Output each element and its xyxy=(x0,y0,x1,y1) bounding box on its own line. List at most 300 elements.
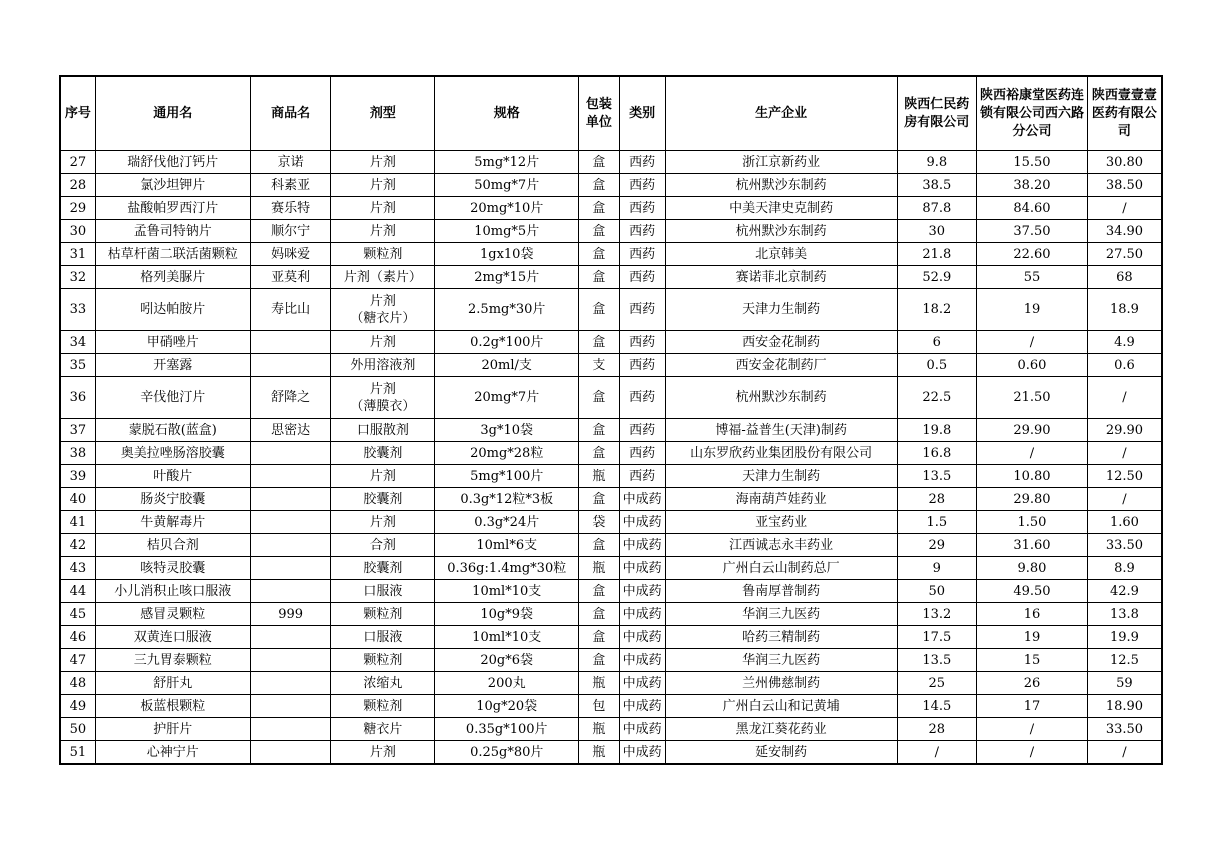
cell-specification: 2mg*15片 xyxy=(435,266,579,289)
table-row xyxy=(60,243,1162,266)
cell-index: 38 xyxy=(60,442,95,465)
cell-price-renmin: 28 xyxy=(897,718,977,741)
cell-manufacturer: 华润三九医药 xyxy=(665,603,897,626)
cell-generic-name: 孟鲁司特钠片 xyxy=(95,220,250,243)
table-row xyxy=(60,741,1162,765)
cell-generic-name: 吲达帕胺片 xyxy=(95,289,250,331)
cell-price-yiyi: 68 xyxy=(1087,266,1162,289)
header-brand-name: 商品名 xyxy=(250,76,331,151)
cell-package-unit: 瓶 xyxy=(579,718,619,741)
cell-generic-name: 牛黄解毒片 xyxy=(95,511,250,534)
cell-price-yukangtang: 10.80 xyxy=(977,465,1088,488)
cell-generic-name: 枯草杆菌二联活菌颗粒 xyxy=(95,243,250,266)
cell-index: 34 xyxy=(60,331,95,354)
cell-manufacturer: 杭州默沙东制药 xyxy=(665,174,897,197)
cell-brand-name: 顺尔宁 xyxy=(250,220,331,243)
cell-category: 中成药 xyxy=(619,695,665,718)
cell-package-unit: 瓶 xyxy=(579,557,619,580)
table-row xyxy=(60,220,1162,243)
cell-price-yukangtang: 0.60 xyxy=(977,354,1088,377)
cell-price-yiyi: 27.50 xyxy=(1087,243,1162,266)
cell-price-renmin: 13.2 xyxy=(897,603,977,626)
cell-package-unit: 盒 xyxy=(579,331,619,354)
cell-brand-name xyxy=(250,580,331,603)
cell-price-yukangtang: 17 xyxy=(977,695,1088,718)
cell-dosage-form: 胶囊剂 xyxy=(331,557,435,580)
cell-price-yukangtang: / xyxy=(977,718,1088,741)
cell-price-renmin: 50 xyxy=(897,580,977,603)
cell-index: 40 xyxy=(60,488,95,511)
cell-category: 西药 xyxy=(619,419,665,442)
header-package-unit: 包装单位 xyxy=(579,76,619,151)
table-row xyxy=(60,626,1162,649)
cell-package-unit: 盒 xyxy=(579,649,619,672)
cell-category: 中成药 xyxy=(619,741,665,765)
table-row xyxy=(60,419,1162,442)
header-pharmacy-yukangtang: 陕西裕康堂医药连锁有限公司西六路分公司 xyxy=(977,76,1088,151)
header-dosage-form: 剂型 xyxy=(331,76,435,151)
cell-package-unit: 包 xyxy=(579,695,619,718)
cell-index: 33 xyxy=(60,289,95,331)
table-row xyxy=(60,289,1162,331)
table-row xyxy=(60,718,1162,741)
cell-category: 西药 xyxy=(619,174,665,197)
cell-price-yukangtang: 49.50 xyxy=(977,580,1088,603)
table-row xyxy=(60,331,1162,354)
cell-manufacturer: 江西诚志永丰药业 xyxy=(665,534,897,557)
cell-price-yiyi: 8.9 xyxy=(1087,557,1162,580)
cell-category: 西药 xyxy=(619,197,665,220)
cell-category: 西药 xyxy=(619,220,665,243)
cell-price-renmin: 19.8 xyxy=(897,419,977,442)
header-generic-name: 通用名 xyxy=(95,76,250,151)
cell-dosage-form: 颗粒剂 xyxy=(331,603,435,626)
cell-generic-name: 心神宁片 xyxy=(95,741,250,765)
cell-index: 45 xyxy=(60,603,95,626)
cell-price-yukangtang: 9.80 xyxy=(977,557,1088,580)
cell-price-yukangtang: 84.60 xyxy=(977,197,1088,220)
cell-price-yiyi: 38.50 xyxy=(1087,174,1162,197)
cell-brand-name xyxy=(250,626,331,649)
cell-price-yukangtang: 1.50 xyxy=(977,511,1088,534)
cell-dosage-form: 口服散剂 xyxy=(331,419,435,442)
cell-index: 43 xyxy=(60,557,95,580)
cell-generic-name: 开塞露 xyxy=(95,354,250,377)
header-row xyxy=(60,76,1162,151)
cell-price-yukangtang: / xyxy=(977,741,1088,765)
cell-index: 46 xyxy=(60,626,95,649)
cell-price-yukangtang: 19 xyxy=(977,626,1088,649)
cell-dosage-form: 口服液 xyxy=(331,626,435,649)
cell-dosage-form: 外用溶液剂 xyxy=(331,354,435,377)
cell-specification: 50mg*7片 xyxy=(435,174,579,197)
cell-price-yiyi: 30.80 xyxy=(1087,151,1162,174)
table-row xyxy=(60,354,1162,377)
cell-manufacturer: 亚宝药业 xyxy=(665,511,897,534)
cell-dosage-form: 胶囊剂 xyxy=(331,488,435,511)
cell-price-yukangtang: 16 xyxy=(977,603,1088,626)
cell-generic-name: 舒肝丸 xyxy=(95,672,250,695)
table-row xyxy=(60,649,1162,672)
cell-specification: 0.2g*100片 xyxy=(435,331,579,354)
cell-category: 西药 xyxy=(619,289,665,331)
cell-brand-name xyxy=(250,465,331,488)
cell-price-yiyi: 0.6 xyxy=(1087,354,1162,377)
cell-brand-name xyxy=(250,718,331,741)
cell-index: 29 xyxy=(60,197,95,220)
cell-specification: 200丸 xyxy=(435,672,579,695)
cell-package-unit: 盒 xyxy=(579,626,619,649)
cell-category: 中成药 xyxy=(619,672,665,695)
cell-dosage-form: 糖衣片 xyxy=(331,718,435,741)
cell-specification: 0.3g*24片 xyxy=(435,511,579,534)
cell-package-unit: 盒 xyxy=(579,220,619,243)
cell-price-yiyi: 12.5 xyxy=(1087,649,1162,672)
cell-price-yiyi: / xyxy=(1087,488,1162,511)
cell-index: 30 xyxy=(60,220,95,243)
cell-brand-name: 妈咪爱 xyxy=(250,243,331,266)
cell-manufacturer: 赛诺菲北京制药 xyxy=(665,266,897,289)
cell-price-renmin: 87.8 xyxy=(897,197,977,220)
header-index: 序号 xyxy=(60,76,95,151)
cell-price-yiyi: 33.50 xyxy=(1087,718,1162,741)
cell-specification: 3g*10袋 xyxy=(435,419,579,442)
cell-manufacturer: 哈药三精制药 xyxy=(665,626,897,649)
cell-specification: 2.5mg*30片 xyxy=(435,289,579,331)
cell-category: 中成药 xyxy=(619,626,665,649)
cell-price-renmin: 17.5 xyxy=(897,626,977,649)
cell-dosage-form: 片剂 xyxy=(331,220,435,243)
cell-dosage-form: 片剂 xyxy=(331,511,435,534)
cell-price-renmin: 0.5 xyxy=(897,354,977,377)
cell-price-renmin: 28 xyxy=(897,488,977,511)
cell-generic-name: 双黄连口服液 xyxy=(95,626,250,649)
cell-dosage-form: 片剂 xyxy=(331,741,435,765)
cell-manufacturer: 黑龙江葵花药业 xyxy=(665,718,897,741)
cell-index: 50 xyxy=(60,718,95,741)
cell-manufacturer: 博福-益普生(天津)制药 xyxy=(665,419,897,442)
cell-price-yiyi: 59 xyxy=(1087,672,1162,695)
cell-specification: 10g*20袋 xyxy=(435,695,579,718)
cell-package-unit: 支 xyxy=(579,354,619,377)
header-manufacturer: 生产企业 xyxy=(665,76,897,151)
cell-price-renmin: 25 xyxy=(897,672,977,695)
cell-brand-name xyxy=(250,695,331,718)
cell-package-unit: 瓶 xyxy=(579,672,619,695)
cell-price-yiyi: 18.90 xyxy=(1087,695,1162,718)
table-row xyxy=(60,488,1162,511)
table-row xyxy=(60,465,1162,488)
cell-manufacturer: 天津力生制药 xyxy=(665,465,897,488)
cell-category: 中成药 xyxy=(619,649,665,672)
cell-package-unit: 盒 xyxy=(579,289,619,331)
cell-price-yukangtang: 26 xyxy=(977,672,1088,695)
cell-manufacturer: 天津力生制药 xyxy=(665,289,897,331)
cell-index: 47 xyxy=(60,649,95,672)
cell-brand-name: 赛乐特 xyxy=(250,197,331,220)
cell-price-renmin: 22.5 xyxy=(897,377,977,419)
cell-package-unit: 瓶 xyxy=(579,465,619,488)
cell-package-unit: 盒 xyxy=(579,151,619,174)
cell-specification: 1gx10袋 xyxy=(435,243,579,266)
table-row xyxy=(60,174,1162,197)
cell-specification: 10ml*10支 xyxy=(435,626,579,649)
cell-index: 48 xyxy=(60,672,95,695)
cell-price-renmin: 38.5 xyxy=(897,174,977,197)
table-row xyxy=(60,672,1162,695)
cell-price-renmin: 16.8 xyxy=(897,442,977,465)
cell-brand-name: 寿比山 xyxy=(250,289,331,331)
cell-price-yukangtang: 19 xyxy=(977,289,1088,331)
cell-index: 41 xyxy=(60,511,95,534)
cell-package-unit: 袋 xyxy=(579,511,619,534)
header-pharmacy-yiyi: 陕西壹壹壹医药有限公司 xyxy=(1087,76,1162,151)
cell-package-unit: 盒 xyxy=(579,419,619,442)
cell-dosage-form: 胶囊剂 xyxy=(331,442,435,465)
cell-manufacturer: 浙江京新药业 xyxy=(665,151,897,174)
cell-category: 西药 xyxy=(619,243,665,266)
cell-manufacturer: 兰州佛慈制药 xyxy=(665,672,897,695)
cell-price-yiyi: 12.50 xyxy=(1087,465,1162,488)
cell-specification: 5mg*12片 xyxy=(435,151,579,174)
cell-price-renmin: 13.5 xyxy=(897,649,977,672)
cell-specification: 10g*9袋 xyxy=(435,603,579,626)
cell-package-unit: 盒 xyxy=(579,243,619,266)
cell-specification: 0.3g*12粒*3板 xyxy=(435,488,579,511)
cell-index: 36 xyxy=(60,377,95,419)
cell-price-yiyi: 18.9 xyxy=(1087,289,1162,331)
header-specification: 规格 xyxy=(435,76,579,151)
cell-specification: 20mg*7片 xyxy=(435,377,579,419)
cell-category: 西药 xyxy=(619,465,665,488)
cell-category: 中成药 xyxy=(619,718,665,741)
cell-brand-name: 科素亚 xyxy=(250,174,331,197)
cell-specification: 20mg*28粒 xyxy=(435,442,579,465)
cell-package-unit: 盒 xyxy=(579,174,619,197)
cell-brand-name: 舒降之 xyxy=(250,377,331,419)
cell-price-renmin: / xyxy=(897,741,977,765)
cell-manufacturer: 杭州默沙东制药 xyxy=(665,220,897,243)
cell-generic-name: 板蓝根颗粒 xyxy=(95,695,250,718)
cell-price-yukangtang: 37.50 xyxy=(977,220,1088,243)
table-row xyxy=(60,377,1162,419)
cell-dosage-form: 片剂 xyxy=(331,151,435,174)
cell-price-renmin: 21.8 xyxy=(897,243,977,266)
cell-price-yukangtang: 55 xyxy=(977,266,1088,289)
cell-specification: 10mg*5片 xyxy=(435,220,579,243)
cell-specification: 0.25g*80片 xyxy=(435,741,579,765)
cell-price-yiyi: 29.90 xyxy=(1087,419,1162,442)
cell-index: 27 xyxy=(60,151,95,174)
cell-generic-name: 盐酸帕罗西汀片 xyxy=(95,197,250,220)
table-body xyxy=(60,151,1162,765)
cell-dosage-form: 浓缩丸 xyxy=(331,672,435,695)
cell-index: 28 xyxy=(60,174,95,197)
cell-price-renmin: 18.2 xyxy=(897,289,977,331)
cell-dosage-form: 片剂 xyxy=(331,174,435,197)
cell-package-unit: 盒 xyxy=(579,603,619,626)
cell-dosage-form: 片剂 xyxy=(331,197,435,220)
cell-price-yiyi: 19.9 xyxy=(1087,626,1162,649)
cell-dosage-form: 口服液 xyxy=(331,580,435,603)
cell-price-yiyi: 34.90 xyxy=(1087,220,1162,243)
cell-specification: 20ml/支 xyxy=(435,354,579,377)
cell-price-renmin: 13.5 xyxy=(897,465,977,488)
cell-brand-name xyxy=(250,354,331,377)
cell-brand-name xyxy=(250,741,331,765)
cell-generic-name: 氯沙坦钾片 xyxy=(95,174,250,197)
header-pharmacy-renmin: 陕西仁民药房有限公司 xyxy=(897,76,977,151)
cell-brand-name xyxy=(250,488,331,511)
cell-generic-name: 蒙脱石散(蓝盒) xyxy=(95,419,250,442)
table-row xyxy=(60,197,1162,220)
cell-brand-name xyxy=(250,331,331,354)
cell-dosage-form: 颗粒剂 xyxy=(331,243,435,266)
cell-category: 中成药 xyxy=(619,603,665,626)
table-row xyxy=(60,511,1162,534)
cell-price-yiyi: / xyxy=(1087,442,1162,465)
cell-index: 37 xyxy=(60,419,95,442)
cell-specification: 5mg*100片 xyxy=(435,465,579,488)
cell-price-renmin: 1.5 xyxy=(897,511,977,534)
cell-price-yiyi: / xyxy=(1087,741,1162,765)
cell-price-renmin: 9.8 xyxy=(897,151,977,174)
cell-index: 32 xyxy=(60,266,95,289)
cell-price-yukangtang: 21.50 xyxy=(977,377,1088,419)
cell-specification: 0.36g:1.4mg*30粒 xyxy=(435,557,579,580)
cell-index: 42 xyxy=(60,534,95,557)
cell-index: 44 xyxy=(60,580,95,603)
cell-price-yukangtang: 38.20 xyxy=(977,174,1088,197)
cell-dosage-form: 颗粒剂 xyxy=(331,695,435,718)
cell-index: 49 xyxy=(60,695,95,718)
cell-price-yukangtang: 29.80 xyxy=(977,488,1088,511)
cell-generic-name: 肠炎宁胶囊 xyxy=(95,488,250,511)
cell-generic-name: 咳特灵胶囊 xyxy=(95,557,250,580)
cell-manufacturer: 鲁南厚普制药 xyxy=(665,580,897,603)
cell-brand-name: 京诺 xyxy=(250,151,331,174)
cell-brand-name: 999 xyxy=(250,603,331,626)
cell-dosage-form: 片剂 xyxy=(331,465,435,488)
cell-package-unit: 盒 xyxy=(579,534,619,557)
cell-manufacturer: 北京韩美 xyxy=(665,243,897,266)
cell-price-renmin: 14.5 xyxy=(897,695,977,718)
cell-specification: 10ml*6支 xyxy=(435,534,579,557)
table-row xyxy=(60,580,1162,603)
cell-price-renmin: 6 xyxy=(897,331,977,354)
table-row xyxy=(60,151,1162,174)
cell-generic-name: 感冒灵颗粒 xyxy=(95,603,250,626)
cell-dosage-form: 片剂 （糖衣片） xyxy=(331,289,435,331)
cell-brand-name xyxy=(250,672,331,695)
cell-price-yukangtang: 29.90 xyxy=(977,419,1088,442)
cell-manufacturer: 西安金花制药厂 xyxy=(665,354,897,377)
cell-price-yiyi: / xyxy=(1087,197,1162,220)
cell-category: 中成药 xyxy=(619,488,665,511)
cell-price-renmin: 29 xyxy=(897,534,977,557)
cell-generic-name: 桔贝合剂 xyxy=(95,534,250,557)
cell-generic-name: 瑞舒伐他汀钙片 xyxy=(95,151,250,174)
cell-manufacturer: 杭州默沙东制药 xyxy=(665,377,897,419)
cell-package-unit: 盒 xyxy=(579,442,619,465)
cell-manufacturer: 山东罗欣药业集团股份有限公司 xyxy=(665,442,897,465)
cell-category: 西药 xyxy=(619,377,665,419)
cell-price-yiyi: 33.50 xyxy=(1087,534,1162,557)
cell-brand-name: 思密达 xyxy=(250,419,331,442)
cell-price-yiyi: 42.9 xyxy=(1087,580,1162,603)
cell-manufacturer: 海南葫芦娃药业 xyxy=(665,488,897,511)
cell-price-renmin: 52.9 xyxy=(897,266,977,289)
cell-category: 西药 xyxy=(619,151,665,174)
cell-brand-name xyxy=(250,649,331,672)
cell-price-yukangtang: / xyxy=(977,442,1088,465)
cell-dosage-form: 片剂（素片） xyxy=(331,266,435,289)
cell-price-renmin: 30 xyxy=(897,220,977,243)
cell-price-yiyi: / xyxy=(1087,377,1162,419)
cell-price-yukangtang: 31.60 xyxy=(977,534,1088,557)
cell-specification: 10ml*10支 xyxy=(435,580,579,603)
cell-package-unit: 盒 xyxy=(579,377,619,419)
cell-package-unit: 瓶 xyxy=(579,741,619,765)
cell-generic-name: 叶酸片 xyxy=(95,465,250,488)
cell-dosage-form: 片剂 （薄膜衣） xyxy=(331,377,435,419)
table-row xyxy=(60,557,1162,580)
cell-brand-name: 亚莫利 xyxy=(250,266,331,289)
cell-package-unit: 盒 xyxy=(579,197,619,220)
cell-price-yiyi: 1.60 xyxy=(1087,511,1162,534)
cell-package-unit: 盒 xyxy=(579,266,619,289)
cell-category: 中成药 xyxy=(619,511,665,534)
cell-manufacturer: 广州白云山制药总厂 xyxy=(665,557,897,580)
cell-price-yiyi: 13.8 xyxy=(1087,603,1162,626)
cell-specification: 20g*6袋 xyxy=(435,649,579,672)
cell-specification: 0.35g*100片 xyxy=(435,718,579,741)
cell-category: 西药 xyxy=(619,442,665,465)
cell-price-yukangtang: / xyxy=(977,331,1088,354)
cell-generic-name: 三九胃泰颗粒 xyxy=(95,649,250,672)
cell-brand-name xyxy=(250,557,331,580)
cell-dosage-form: 片剂 xyxy=(331,331,435,354)
cell-generic-name: 辛伐他汀片 xyxy=(95,377,250,419)
cell-price-yiyi: 4.9 xyxy=(1087,331,1162,354)
cell-index: 39 xyxy=(60,465,95,488)
cell-category: 中成药 xyxy=(619,557,665,580)
cell-generic-name: 甲硝唑片 xyxy=(95,331,250,354)
cell-dosage-form: 合剂 xyxy=(331,534,435,557)
cell-specification: 20mg*10片 xyxy=(435,197,579,220)
cell-manufacturer: 华润三九医药 xyxy=(665,649,897,672)
cell-package-unit: 盒 xyxy=(579,580,619,603)
table-row xyxy=(60,266,1162,289)
cell-price-yukangtang: 15 xyxy=(977,649,1088,672)
cell-brand-name xyxy=(250,442,331,465)
cell-price-renmin: 9 xyxy=(897,557,977,580)
cell-index: 51 xyxy=(60,741,95,765)
cell-dosage-form: 颗粒剂 xyxy=(331,649,435,672)
cell-category: 西药 xyxy=(619,266,665,289)
cell-category: 中成药 xyxy=(619,534,665,557)
cell-price-yukangtang: 22.60 xyxy=(977,243,1088,266)
cell-brand-name xyxy=(250,511,331,534)
cell-manufacturer: 延安制药 xyxy=(665,741,897,765)
cell-category: 西药 xyxy=(619,331,665,354)
cell-brand-name xyxy=(250,534,331,557)
cell-manufacturer: 西安金花制药 xyxy=(665,331,897,354)
cell-generic-name: 护肝片 xyxy=(95,718,250,741)
cell-generic-name: 格列美脲片 xyxy=(95,266,250,289)
drug-price-table xyxy=(59,75,1163,765)
cell-package-unit: 盒 xyxy=(579,488,619,511)
